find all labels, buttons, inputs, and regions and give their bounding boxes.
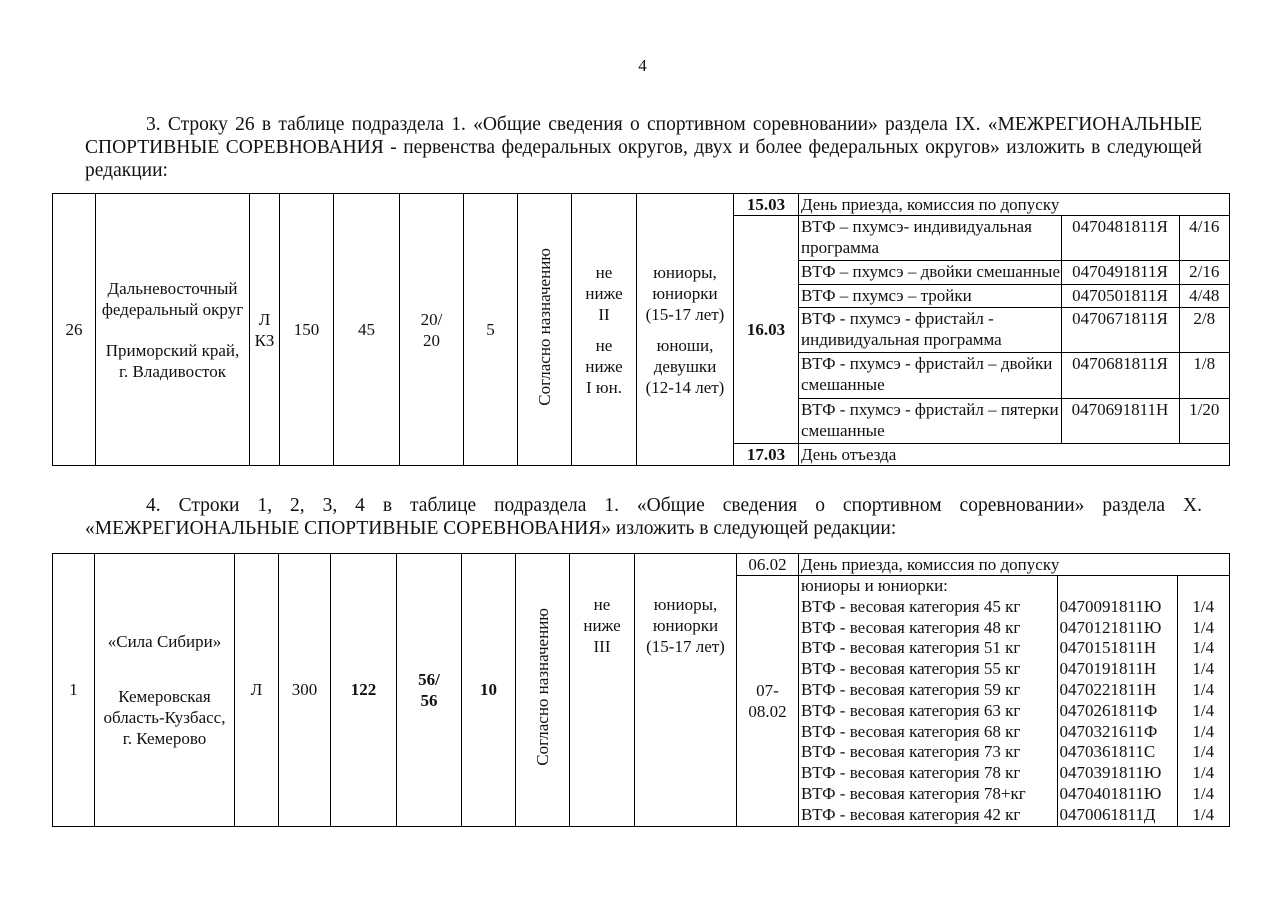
event-name: ВТФ - весовая категория 78+кг <box>801 783 1026 803</box>
event-name: ВТФ - весовая категория 48 кг <box>801 617 1021 637</box>
event-name: ВТФ - весовая категория 68 кг <box>801 721 1021 741</box>
event-row <box>799 742 1229 763</box>
event-quota: 1/4 <box>1177 784 1229 805</box>
event-row <box>799 284 1229 307</box>
participants: 300 <box>291 680 318 700</box>
participants-cell <box>279 554 331 827</box>
event-name: ВТФ - весовая категория 51 кг <box>801 638 1021 658</box>
event-quota: 1/4 <box>1177 742 1229 763</box>
value-122-cell <box>331 554 397 827</box>
value-10: 10 <box>480 680 497 700</box>
value-45: 45 <box>358 320 375 339</box>
event-name: ВТФ – пхумсэ – тройки <box>799 284 1061 307</box>
value-5: 5 <box>486 320 495 339</box>
event-row <box>799 398 1229 443</box>
event-quota: 1/4 <box>1177 638 1229 659</box>
event-row <box>799 307 1229 352</box>
event-code: 0470191811Н <box>1057 659 1177 680</box>
event-code: 0470151811Н <box>1057 638 1177 659</box>
venue-city: Приморский край, г. Владивосток <box>105 340 240 381</box>
event-name: ВТФ - весовая категория 73 кг <box>801 742 1021 762</box>
level-2: не ниже I юн. <box>585 335 623 397</box>
row-number-cell <box>53 194 96 466</box>
level: не ниже III <box>583 595 621 656</box>
event-row <box>799 784 1229 805</box>
venue-cell <box>95 554 235 827</box>
event-row <box>799 353 1229 398</box>
event-row <box>799 680 1229 701</box>
competition-date: 07- 08.02 <box>748 680 787 721</box>
event-name: ВТФ - весовая категория 42 кг <box>801 804 1021 824</box>
event-code: 0470481811Я <box>1061 216 1179 261</box>
ratio-cell <box>400 194 464 466</box>
event-name: ВТФ – пхумсэ – двойки смешанные <box>799 261 1061 284</box>
event-row <box>799 659 1229 680</box>
event-row <box>799 763 1229 784</box>
row-number: 26 <box>65 320 83 339</box>
event-name: ВТФ - весовая категория 63 кг <box>801 700 1021 720</box>
event-quota: 1/4 <box>1177 680 1229 701</box>
event-quota: 2/8 <box>1179 307 1229 352</box>
event-name: ВТФ - весовая категория 55 кг <box>801 659 1021 679</box>
events-cell <box>799 216 1230 444</box>
arrival-text-cell <box>799 554 1230 576</box>
event-quota: 1/20 <box>1179 398 1229 443</box>
event-quota: 4/48 <box>1179 284 1229 307</box>
value-122: 122 <box>350 680 377 700</box>
ratio: 20/ 20 <box>420 309 443 350</box>
event-row <box>799 722 1229 743</box>
competition-date-cell <box>737 576 799 827</box>
value-5-cell <box>464 194 518 466</box>
event-code: 0470401811Ю <box>1057 784 1177 805</box>
event-name: ВТФ - весовая категория 45 кг <box>801 596 1021 616</box>
events-header-row <box>799 576 1229 597</box>
departure-text: День отъезда <box>801 445 897 464</box>
event-name: ВТФ - пхумсэ - фристайл – двойки смешанные <box>799 353 1061 398</box>
age-group: юниоры, юниорки (15-17 лет) <box>646 595 725 656</box>
event-quota: 1/4 <box>1177 659 1229 680</box>
event-row <box>799 638 1229 659</box>
event-quota: 1/4 <box>1177 722 1229 743</box>
events-cell <box>799 576 1230 827</box>
event-row <box>799 216 1229 261</box>
status-cell <box>235 554 279 827</box>
event-name: ВТФ – пхумсэ- индивидуальная программа <box>799 216 1061 261</box>
event-name: ВТФ - пхумсэ - фристайл – пятерки смешанные <box>801 399 1059 440</box>
arrival-date: 06.02 <box>748 555 787 574</box>
paragraph-amendment-4 <box>85 494 1202 540</box>
event-code: 0470091811Ю <box>1057 597 1177 618</box>
event-name: ВТФ - пхумсэ - фристайл - индивидуальная программа <box>799 307 1061 352</box>
arrival-text: День приезда, комиссия по допуску <box>801 195 1060 214</box>
event-code: 0470691811Н <box>1061 398 1179 443</box>
departure-text-cell <box>799 444 1230 466</box>
events-header: юниоры и юниорки: <box>801 576 948 595</box>
event-quota: 1/4 <box>1177 763 1229 784</box>
event-code: 0470121811Ю <box>1057 618 1177 639</box>
status: Л <box>250 680 263 700</box>
event-quota: 1/4 <box>1177 805 1229 826</box>
paragraph-amendment-3-text: 3. Строку 26 в таблице подраздела 1. «Общие сведения о спортивном соревновании» раздела IX. «МЕЖРЕГИОНАЛЬНЫЕ СПОРТИВНЫЕ СОРЕВНОВАНИЯ - первенства федеральных округов, двух и более федеральных округов» изложить в следующей редакции: <box>85 114 1202 181</box>
vertical-text-cell <box>516 554 570 827</box>
competition-table-row-26 <box>52 193 1230 466</box>
venue-city: Кемеровская область-Кузбасс, г. Кемерово <box>103 686 226 748</box>
value-45-cell <box>334 194 400 466</box>
competition-date: 16.03 <box>746 320 786 339</box>
event-quota: 1/4 <box>1177 597 1229 618</box>
event-code: 0470501811Я <box>1061 284 1179 307</box>
row-number: 1 <box>69 680 78 700</box>
vertical-text: Согласно назначению <box>533 608 552 767</box>
event-row <box>799 701 1229 722</box>
age-group-cell <box>635 554 737 827</box>
status-cell <box>250 194 280 466</box>
event-code: 0470221811Н <box>1057 680 1177 701</box>
arrival-text-cell <box>799 194 1230 216</box>
page-number: 4 <box>638 56 647 75</box>
event-code: 0470491811Я <box>1061 261 1179 284</box>
departure-date-cell <box>734 444 799 466</box>
level-cell <box>570 554 635 827</box>
ratio: 56/ 56 <box>418 669 440 710</box>
participants: 150 <box>293 320 320 339</box>
events-list <box>799 216 1229 443</box>
event-quota: 2/16 <box>1179 261 1229 284</box>
event-code: 0470391811Ю <box>1057 763 1177 784</box>
arrival-date-cell <box>737 554 799 576</box>
row-number-cell <box>53 554 95 827</box>
venue-region: Дальневосточный федеральный округ <box>101 278 244 319</box>
event-code: 0470671811Я <box>1061 307 1179 352</box>
venue-cell <box>96 194 250 466</box>
event-quota: 1/8 <box>1179 353 1229 398</box>
competition-table-row-1 <box>52 553 1230 827</box>
arrival-date: 15.03 <box>746 195 786 214</box>
level-cell <box>572 194 637 466</box>
event-row <box>799 597 1229 618</box>
event-name: ВТФ - весовая категория 78 кг <box>801 763 1021 783</box>
departure-date: 17.03 <box>746 445 786 464</box>
value-10-cell <box>462 554 516 827</box>
event-code: 0470681811Я <box>1061 353 1179 398</box>
event-row <box>799 261 1229 284</box>
competition-date-cell <box>734 216 799 444</box>
event-row <box>799 618 1229 639</box>
paragraph-amendment-4-text: 4. Строки 1, 2, 3, 4 в таблице подраздела 1. «Общие сведения о спортивном соревновании» раздела X. «МЕЖРЕГИОНАЛЬНЫЕ СПОРТИВНЫЕ СОРЕВНОВАНИЯ» изложить в следующей редакции: <box>85 495 1202 539</box>
event-code: 0470061811Д <box>1057 805 1177 826</box>
age-group-cell <box>637 194 734 466</box>
event-quota: 1/4 <box>1177 618 1229 639</box>
event-code: 0470361811С <box>1057 742 1177 763</box>
vertical-text: Согласно назначению <box>535 248 554 406</box>
level: не ниже II <box>585 262 623 324</box>
vertical-text-cell <box>518 194 572 466</box>
participants-cell <box>280 194 334 466</box>
event-quota: 1/4 <box>1177 701 1229 722</box>
age-group: юниоры, юниорки (15-17 лет) <box>645 262 725 324</box>
status: Л КЗ <box>254 309 275 350</box>
event-code: 0470321611Ф <box>1057 722 1177 743</box>
event-code: 0470261811Ф <box>1057 701 1177 722</box>
event-row <box>799 805 1229 826</box>
arrival-date-cell <box>734 194 799 216</box>
paragraph-amendment-3 <box>85 113 1202 182</box>
events-list <box>799 576 1229 826</box>
age-group-2: юноши, девушки (12-14 лет) <box>645 335 725 397</box>
event-quota: 4/16 <box>1179 216 1229 261</box>
event-name: ВТФ - весовая категория 59 кг <box>801 679 1021 699</box>
venue-name: «Сила Сибири» <box>107 631 222 651</box>
arrival-text: День приезда, комиссия по допуску <box>801 555 1060 574</box>
ratio-cell <box>397 554 462 827</box>
